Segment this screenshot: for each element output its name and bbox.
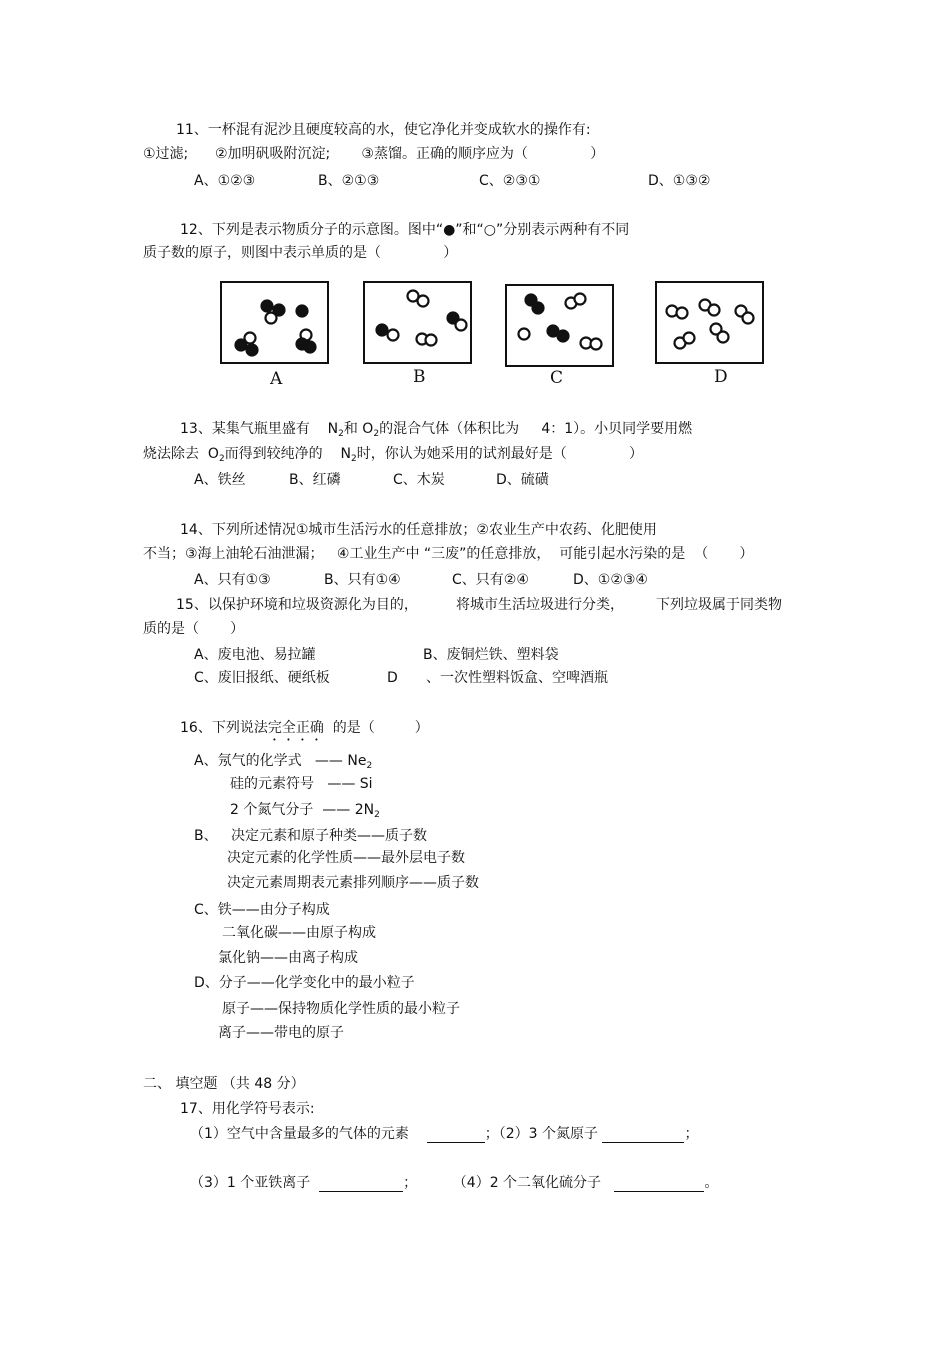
q16-option-b-line3: 决定元素周期表元素排列顺序——质子数 bbox=[227, 875, 479, 891]
q17-blank-1[interactable] bbox=[427, 1128, 485, 1143]
q17-stem: 17、用化学符号表示: bbox=[180, 1101, 315, 1117]
q11-option-a: A、①②③ bbox=[194, 173, 256, 189]
q14-option-d: D、①②③④ bbox=[573, 572, 648, 588]
q16-option-a-line3: 2 个氮气分子 —— $2N_2$ bbox=[230, 802, 380, 820]
diagram-box-c bbox=[505, 284, 614, 367]
q16-stem: 16、下列说法完全正确 的是（ ） bbox=[180, 720, 429, 736]
diagram-box-b bbox=[363, 281, 472, 364]
q17-blank-3[interactable] bbox=[319, 1177, 403, 1192]
q12-stem-line2: 质子数的原子，则图中表示单质的是（ ） bbox=[143, 245, 458, 261]
diagram-b-molecules bbox=[365, 283, 470, 362]
q11-option-c: C、②③① bbox=[479, 173, 541, 189]
q13-option-b: B、红磷 bbox=[289, 472, 341, 488]
q16-option-b-line2: 决定元素的化学性质——最外层电子数 bbox=[227, 850, 465, 866]
q13-option-d: D、硫磺 bbox=[496, 472, 549, 488]
diagram-a-molecules bbox=[222, 283, 327, 362]
q11-option-d: D、①③② bbox=[648, 173, 711, 189]
q11-stem-line2: ①过滤; ②加明矾吸附沉淀; ③蒸馏。正确的顺序应为（ ） bbox=[143, 146, 605, 162]
q13-stem-line1: 13、某集气瓶里盛有 $N_2$和 $O_2$的混合气体（体积比为 4：1）。小贝同学要用燃 bbox=[180, 421, 693, 439]
q16-option-a-line2: 硅的元素符号 —— Si bbox=[230, 776, 373, 792]
q14-option-b: B、只有①④ bbox=[324, 572, 401, 588]
section2-heading: 二、 填空题 （共 48 分） bbox=[143, 1076, 305, 1092]
diagram-label-d: D bbox=[714, 367, 728, 387]
q13-option-c: C、木炭 bbox=[393, 472, 445, 488]
q13-stem-line2: 烧法除去 $O_2$而得到较纯净的 $N_2$时，你认为她采用的试剂最好是（ ） bbox=[143, 446, 644, 464]
diagram-c-molecules bbox=[507, 286, 612, 365]
q16-option-a-line1: A、氖气的化学式 —— $Ne_2$ bbox=[194, 753, 373, 771]
q15-option-d-text: 、一次性塑料饭盒、空啤酒瓶 bbox=[426, 670, 608, 686]
q13-option-a: A、铁丝 bbox=[194, 472, 246, 488]
q17-item-3-4: （3）1 个亚铁离子 ； （4）2 个二氧化硫分子 。 bbox=[190, 1175, 719, 1191]
q14-option-a: A、只有①③ bbox=[194, 572, 271, 588]
q14-stem-line2: 不当；③海上油轮石油泄漏； ④工业生产中 “三废”的任意排放， 可能引起水污染的是 （ ） bbox=[143, 546, 754, 562]
q15-stem-line1-a: 15、以保护环境和垃圾资源化为目的， bbox=[176, 597, 418, 613]
q16-option-d-line3: 离子——带电的原子 bbox=[218, 1025, 344, 1041]
q15-stem-line2: 质的是（ ） bbox=[143, 621, 245, 637]
q16-option-c-line3: 氯化钠——由离子构成 bbox=[218, 950, 358, 966]
q14-stem-line1: 14、下列所述情况①城市生活污水的任意排放；②农业生产中农药、化肥使用 bbox=[180, 522, 657, 538]
q16-option-c-line1: C、铁——由分子构成 bbox=[194, 902, 330, 918]
q16-option-c-line2: 二氧化碳——由原子构成 bbox=[222, 925, 376, 941]
q15-stem-line1-b: 将城市生活垃圾进行分类， bbox=[456, 597, 624, 613]
diagram-box-d bbox=[655, 281, 764, 364]
diagram-d-molecules bbox=[657, 283, 762, 362]
q14-option-c: C、只有②④ bbox=[452, 572, 529, 588]
q17-item-1-2: （1）空气中含量最多的气体的元素 ；（2）3 个氮原子 ； bbox=[190, 1126, 699, 1142]
diagram-label-a: A bbox=[270, 369, 283, 389]
q11-option-b: B、②①③ bbox=[318, 173, 380, 189]
q15-option-b: B、废铜烂铁、塑料袋 bbox=[423, 647, 559, 663]
q15-stem-line1-c: 下列垃圾属于同类物 bbox=[656, 597, 782, 613]
q16-option-d-line2: 原子——保持物质化学性质的最小粒子 bbox=[222, 1001, 460, 1017]
diagram-box-a bbox=[220, 281, 329, 364]
q17-blank-2[interactable] bbox=[602, 1128, 684, 1143]
diagram-label-b: B bbox=[413, 367, 426, 387]
q15-option-c: C、废旧报纸、硬纸板 bbox=[194, 670, 330, 686]
q11-stem-line1: 11、一杯混有泥沙且硬度较高的水，使它净化并变成软水的操作有: bbox=[176, 122, 591, 138]
q15-option-d-letter: D bbox=[387, 670, 398, 686]
q12-stem-line1: 12、下列是表示物质分子的示意图。图中“●”和“○”分别表示两种有不同 bbox=[180, 222, 630, 238]
q16-option-b-line1: B、 决定元素和原子种类——质子数 bbox=[194, 828, 427, 844]
q15-option-a: A、废电池、易拉罐 bbox=[194, 647, 316, 663]
q16-option-d-line1: D、分子——化学变化中的最小粒子 bbox=[194, 975, 415, 991]
diagram-label-c: C bbox=[550, 368, 564, 388]
q17-blank-4[interactable] bbox=[614, 1177, 704, 1192]
